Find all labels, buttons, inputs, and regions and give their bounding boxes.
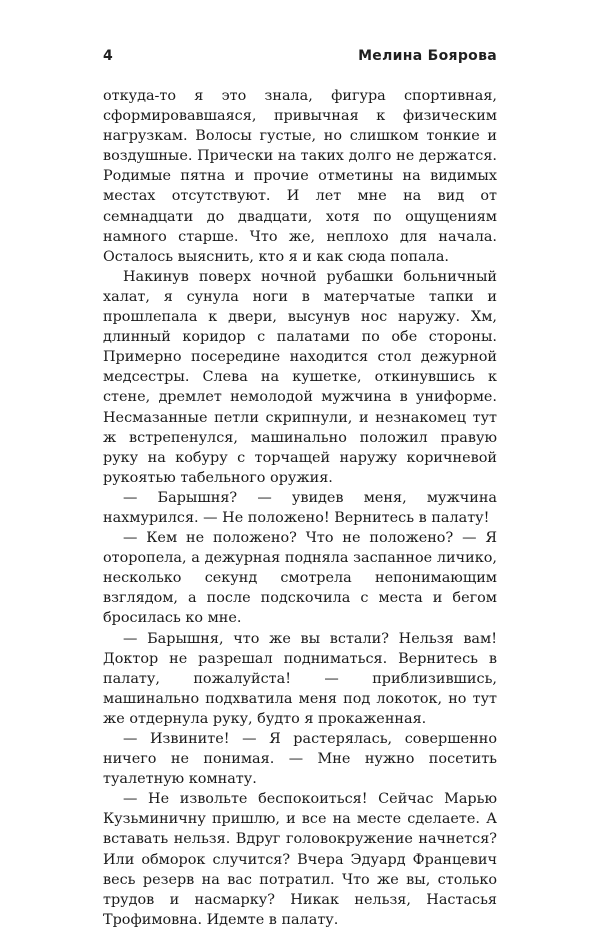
paragraph: — Не извольте беспокоиться! Сейчас Марью Кузьминичну пришлю, и все на месте сделаете. А вставать нельзя. Вдруг головокружение начнется? Или обморок случится? Вчера Эдуард Францевич весь резерв на вас потратил. Что же вы, столько трудов и насмарку? Никак нельзя, Настасья Трофимовна. Идемте в палату. — [103, 791, 497, 928]
page-number: 4 — [103, 48, 113, 64]
author-name: Мелина Боярова — [358, 48, 497, 64]
running-header — [103, 48, 497, 68]
paragraph: — Кем не положено? Что не положено? — Я оторопела, а дежурная подняла заспанное личико, несколько секунд смотрела непонимающим взглядом, а после подскочила с места и бегом бросилась ко мне. — [103, 530, 497, 627]
paragraph: — Барышня? — увидев меня, мужчина нахмурился. — Не положено! Вернитесь в палату! — [103, 489, 497, 526]
paragraph: — Барышня, что же вы встали? Нельзя вам! Доктор не разрешал подниматься. Вернитесь в палату, пожалуйста! — приблизившись, машинально подхватила меня под локоток, но тут же отдернула руку, будто я прокаженная. — [103, 630, 497, 727]
body-text — [103, 86, 497, 930]
paragraph: — Извините! — Я растерялась, совершенно ничего не понимая. — Мне нужно посетить туалетную комнату. — [103, 731, 497, 788]
paragraph: Накинув поверх ночной рубашки больничный халат, я сунула ноги в матерчатые тапки и прошлепала к двери, высунув нос наружу. Хм, длинный коридор с палатами по обе стороны. Примерно посередине находится стол дежурной медсестры. Слева на кушетке, откинувшись к стене, дремлет немолодой мужчина в униформе. Несмазанные петли скрипнули, и незнакомец тут ж встрепенулся, машинально положил правую руку на кобуру с торчащей наружу коричневой рукоятью табельного оружия. — [103, 268, 497, 486]
paragraph: откуда-то я это знала, фигура спортивная, сформировавшаяся, привычная к физическим нагрузкам. Волосы густые, но слишком тонкие и воздушные. Прически на таких долго не держатся. Родимые пятна и прочие отметины на видимых местах отсутствуют. И лет мне на вид от семнадцати до двадцати, хотя по ощущениям намного старше. Что же, неплохо для начала. Осталось выяснить, кто я и как сюда попала. — [103, 88, 497, 265]
